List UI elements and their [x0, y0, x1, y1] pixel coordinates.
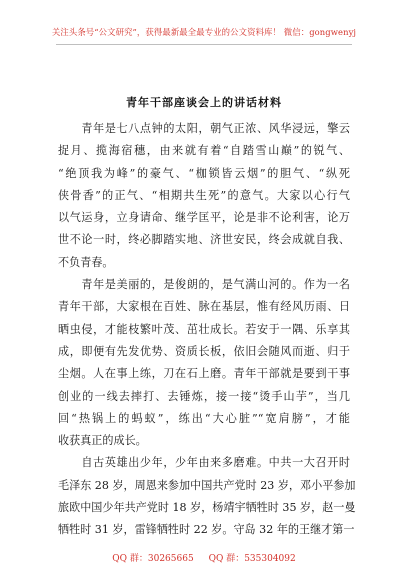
body-line: 晒虫侵，才能枝繁叶茂、茁壮成长。若安于一隅、乐享其: [58, 322, 350, 336]
header-notice: 关注头条号“公文研究”，获得最新最全最专业的公文资料库！ 微信：gongwenyj: [51, 27, 357, 37]
body-line: 青年干部，大家根在百姓、脉在基层，惟有经风历雨、日: [58, 300, 350, 314]
footer-contacts: [0, 551, 408, 564]
body-line: 青年是美丽的，是俊朗的，是气满山河的。作为一名: [58, 278, 350, 292]
body-line: 以气运身，立身请命、继学匡平，论是非不论利害，论万: [58, 211, 350, 225]
document-title: 青年干部座谈会上的讲话材料: [126, 96, 282, 109]
body-line: 世不论一时，终必脚踏实地、济世安民，终会成就自我、: [58, 233, 350, 247]
body-line: 不负青春。: [58, 255, 114, 269]
body-line: 旅欧中国少年共产党时 18 岁，杨靖宇牺牲时 35 岁，赵一曼: [58, 501, 356, 515]
body-line: 捉月、揽海宿穗，由来就有着“自踏雪山巅”的锐气、: [58, 144, 350, 158]
body-line: 侠骨香”的正气、“相期共生死”的意气。大家以心行气: [58, 188, 350, 202]
body-line: 创业的一线去摔打、去锤炼，接一接“烫手山芋”，当几: [58, 389, 350, 403]
document-body: [58, 118, 356, 542]
header-divider: [56, 44, 352, 45]
body-line: 毛泽东 28 岁，周恩来参加中国共产党时 23 岁，邓小平参加: [58, 478, 356, 492]
footer-qq-group-2: QQ 群：535304092: [208, 554, 296, 564]
body-line: 自古英雄出少年，少年由来多磨难。中共一大召开时: [58, 456, 350, 470]
body-line: 尘烟。人在事上练，刀在石上磨。青年干部就是要到干事: [58, 367, 350, 381]
body-line: 成，即便有先发优势、资质长板，依旧会随风而逝、归于: [58, 344, 350, 358]
body-line: 牺牲时 31 岁，雷锋牺牲时 22 岁。守岛 32 年的王继才第一: [58, 523, 355, 537]
footer-qq-group-1: QQ 群：30265665: [112, 554, 194, 564]
body-line: 青年是七八点钟的太阳，朝气正浓、风华浸远，擎云: [58, 122, 350, 135]
body-line: 回“热锅上的蚂蚁”，练出“大心脏”“宽肩膀”，才能: [58, 411, 350, 425]
body-line: “绝顶我为峰”的豪气、“枷锁皆云烟”的胆气、“纵死: [58, 166, 350, 180]
body-line: 收获真正的成长。: [58, 434, 147, 448]
